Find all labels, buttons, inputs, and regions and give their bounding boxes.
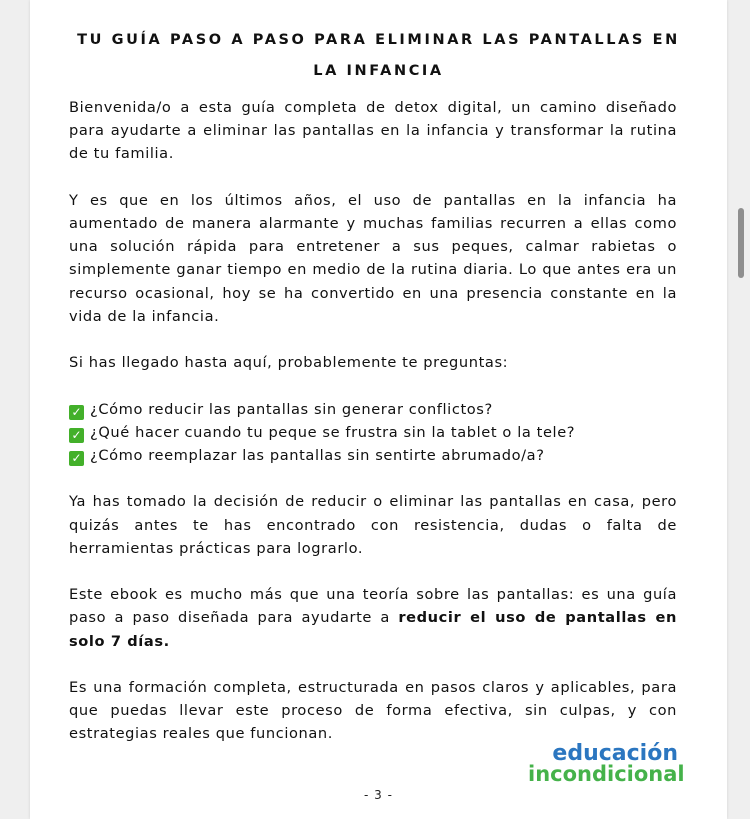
logo-line-educacion: educación [552, 741, 678, 766]
decision-paragraph: Ya has tomado la decisión de reducir o eliminar las pantallas en casa, pero quizás antes te has encontrado con resistencia, dudas o falta de herramientas prácticas para lograrlo. [69, 493, 677, 557]
document-page [30, 0, 727, 819]
page-title: TU GUÍA PASO A PASO PARA ELIMINAR LAS PANTALLAS EN LA INFANCIA [77, 32, 680, 79]
check-mark-icon: ✓ [69, 451, 84, 466]
context-paragraph: Y es que en los últimos años, el uso de pantallas en la infancia ha aumentado de manera alarmante y muchas familias recurren a ellas como una solución rápida para entretener a sus peques, calmar rabietas o simplemente ganar tiempo en medio de la rutina diaria. Lo que antes era un recurso ocasional, hoy se ha convertido en una presencia constante en la vida de la infancia. [69, 191, 677, 325]
checklist-item: ✓ ¿Cómo reducir las pantallas sin generar conflictos? [69, 401, 493, 418]
page-number: - 3 - [364, 788, 393, 802]
check-mark-icon: ✓ [69, 405, 84, 420]
check-mark-icon: ✓ [69, 428, 84, 443]
ebook-highlight: reducir el uso de pantallas en solo 7 días. [69, 609, 677, 650]
checklist-item: ✓ ¿Cómo reemplazar las pantallas sin sentirte abrumado/a? [69, 447, 545, 464]
ebook-paragraph: Este ebook es mucho más que una teoría sobre las pantallas: es una guía paso a paso diseñada para ayudarte a reducir el uso de pantallas en solo 7 días. [69, 586, 677, 650]
closing-paragraph: Es una formación completa, estructurada en pasos claros y aplicables, para que puedas llevar este proceso de forma efectiva, sin culpas, y con estrategias reales que funcionan. [69, 678, 677, 743]
intro-paragraph: Bienvenida/o a esta guía completa de detox digital, un camino diseñado para ayudarte a eliminar las pantallas en la infancia y transformar la rutina de tu familia. [69, 99, 677, 163]
vertical-scrollbar[interactable] [738, 208, 744, 278]
question-lead-paragraph: Si has llegado hasta aquí, probablemente te preguntas: [69, 354, 509, 372]
brand-logo [528, 741, 685, 786]
logo-line-incondicional: incondicional [528, 762, 685, 786]
page-content [69, 96, 677, 769]
checklist-item: ✓ ¿Qué hacer cuando tu peque se frustra sin la tablet o la tele? [69, 424, 575, 441]
question-checklist [69, 398, 677, 468]
